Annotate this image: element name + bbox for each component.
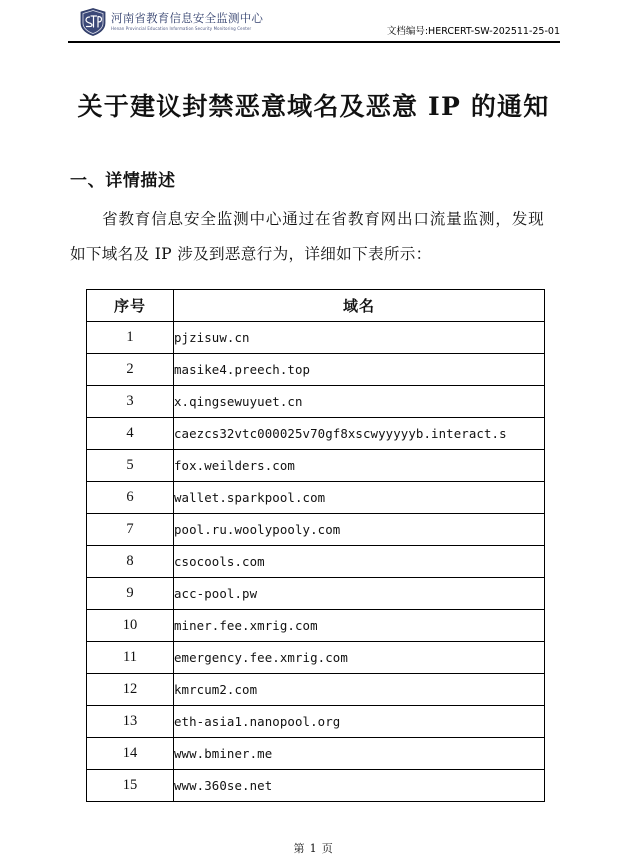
header-divider bbox=[68, 41, 560, 43]
cell-index: 3 bbox=[87, 386, 174, 418]
cell-domain: fox.weilders.com bbox=[174, 450, 545, 482]
column-header-domain: 域名 bbox=[174, 290, 545, 322]
section-paragraph: 省教育信息安全监测中心通过在省教育网出口流量监测，发现如下域名及 IP 涉及到恶意行为，详细如下表所示： bbox=[70, 209, 544, 263]
table-row bbox=[87, 674, 545, 706]
domain-table bbox=[86, 289, 545, 802]
cell-domain: caezcs32vtc000025v70gf8xscwyyyyyb.interact.s bbox=[174, 418, 545, 450]
table-row bbox=[87, 418, 545, 450]
cell-index: 7 bbox=[87, 514, 174, 546]
cell-index: 12 bbox=[87, 674, 174, 706]
cell-index: 15 bbox=[87, 770, 174, 802]
cell-domain: emergency.fee.xmrig.com bbox=[174, 642, 545, 674]
cell-index: 2 bbox=[87, 354, 174, 386]
cell-domain: www.bminer.me bbox=[174, 738, 545, 770]
organization-name bbox=[111, 13, 263, 31]
table-row bbox=[87, 610, 545, 642]
domain-table-container bbox=[86, 289, 544, 802]
table-row bbox=[87, 642, 545, 674]
organization-name-en: Henan Provincial Education Information Security Monitoring Center bbox=[111, 25, 252, 32]
table-row bbox=[87, 482, 545, 514]
cell-domain: csocools.com bbox=[174, 546, 545, 578]
cell-index: 4 bbox=[87, 418, 174, 450]
table-row bbox=[87, 578, 545, 610]
table-header-row bbox=[87, 290, 545, 322]
table-row bbox=[87, 546, 545, 578]
table-row bbox=[87, 386, 545, 418]
table-row bbox=[87, 514, 545, 546]
cell-index: 13 bbox=[87, 706, 174, 738]
cell-index: 1 bbox=[87, 322, 174, 354]
shield-icon bbox=[80, 8, 106, 36]
page-footer: 第 1 页 bbox=[293, 842, 334, 855]
cell-domain: pjzisuw.cn bbox=[174, 322, 545, 354]
cell-index: 10 bbox=[87, 610, 174, 642]
cell-index: 6 bbox=[87, 482, 174, 514]
organization-logo bbox=[80, 8, 263, 36]
cell-domain: wallet.sparkpool.com bbox=[174, 482, 545, 514]
cell-index: 9 bbox=[87, 578, 174, 610]
table-row bbox=[87, 706, 545, 738]
document-header bbox=[68, 6, 560, 40]
cell-index: 14 bbox=[87, 738, 174, 770]
table-row bbox=[87, 322, 545, 354]
cell-domain: kmrcum2.com bbox=[174, 674, 545, 706]
page-title: 关于建议封禁恶意域名及恶意 IP 的通知 bbox=[77, 91, 550, 121]
cell-domain: masike4.preech.top bbox=[174, 354, 545, 386]
organization-name-cn: 河南省教育信息安全监测中心 bbox=[111, 11, 264, 26]
cell-domain: pool.ru.woolypooly.com bbox=[174, 514, 545, 546]
cell-index: 5 bbox=[87, 450, 174, 482]
cell-domain: www.360se.net bbox=[174, 770, 545, 802]
table-row bbox=[87, 770, 545, 802]
document-number: 文档编号:HERCERT-SW-202511-25-01 bbox=[386, 26, 560, 37]
table-row bbox=[87, 450, 545, 482]
table-head bbox=[87, 290, 545, 322]
cell-domain: x.qingsewuyuet.cn bbox=[174, 386, 545, 418]
section-heading: 一、详情描述 bbox=[70, 171, 176, 192]
cell-domain: acc-pool.pw bbox=[174, 578, 545, 610]
column-header-index: 序号 bbox=[87, 290, 174, 322]
cell-index: 11 bbox=[87, 642, 174, 674]
table-body bbox=[87, 322, 545, 802]
cell-index: 8 bbox=[87, 546, 174, 578]
table-row bbox=[87, 738, 545, 770]
cell-domain: eth-asia1.nanopool.org bbox=[174, 706, 545, 738]
table-row bbox=[87, 354, 545, 386]
cell-domain: miner.fee.xmrig.com bbox=[174, 610, 545, 642]
